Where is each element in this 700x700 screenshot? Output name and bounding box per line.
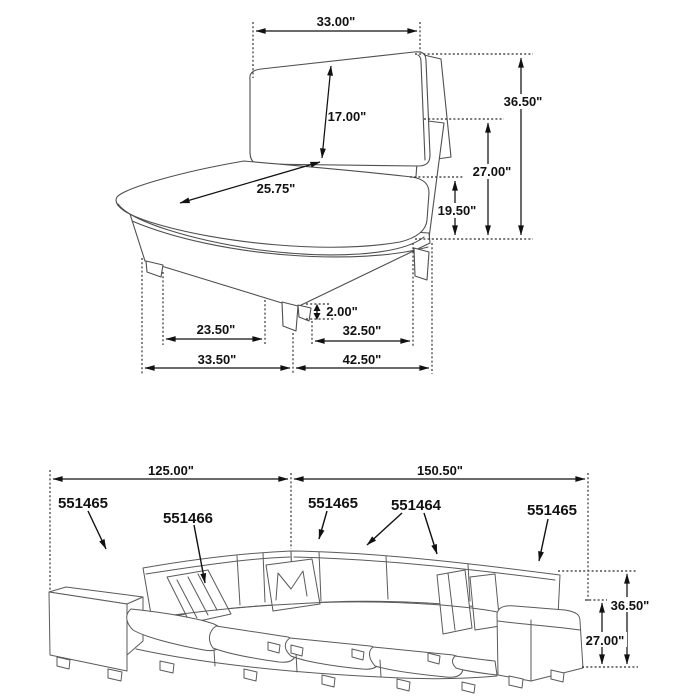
dim-arrow-leg-top [314, 304, 321, 311]
label-overall-width: 33.50" [197, 352, 237, 367]
leader-part-3 [319, 511, 327, 539]
part-number-4: 551464 [390, 497, 442, 514]
label-overall-height: 36.50" [503, 94, 543, 109]
leader-part-5 [539, 519, 548, 561]
label-sofa-height: 36.50" [610, 598, 650, 613]
label-leg-height: 2.00" [326, 304, 358, 319]
leader-part-4b [424, 513, 437, 554]
label-front-leg-span: 23.50" [196, 322, 236, 337]
sofa-seat-cushion-2 [209, 626, 296, 662]
right-accent-pillow-2 [470, 574, 500, 630]
part-number-3: 551465 [307, 495, 359, 512]
label-overall-depth: 42.50" [342, 352, 382, 367]
label-sofa-arm-height: 27.00" [585, 633, 625, 648]
label-seat-depth: 25.75" [256, 181, 296, 196]
leader-part-4a [367, 513, 402, 545]
part-labels [58, 495, 577, 527]
label-right-section-width: 150.50" [417, 463, 463, 478]
chair-leg-back-center [298, 305, 311, 321]
chair-leg-front-center [282, 302, 298, 331]
leader-part-1 [88, 511, 106, 549]
part-number-1: 551465 [57, 495, 109, 512]
label-seat-height: 19.50" [437, 203, 477, 218]
sectional-sofa-drawing [49, 551, 583, 693]
label-back-width: 33.00" [316, 14, 356, 29]
label-back-cushion-height: 17.00" [327, 109, 367, 124]
part-number-2: 551466 [162, 510, 214, 527]
part-number-5: 551465 [526, 502, 578, 519]
label-back-height: 27.00" [472, 164, 512, 179]
label-side-leg-span: 32.50" [342, 323, 382, 338]
sofa-right-arm [497, 606, 583, 681]
label-left-section-width: 125.00" [148, 463, 194, 478]
sofa-seat-cushion-4 [369, 647, 463, 677]
chair-leg-back-right [414, 248, 429, 280]
